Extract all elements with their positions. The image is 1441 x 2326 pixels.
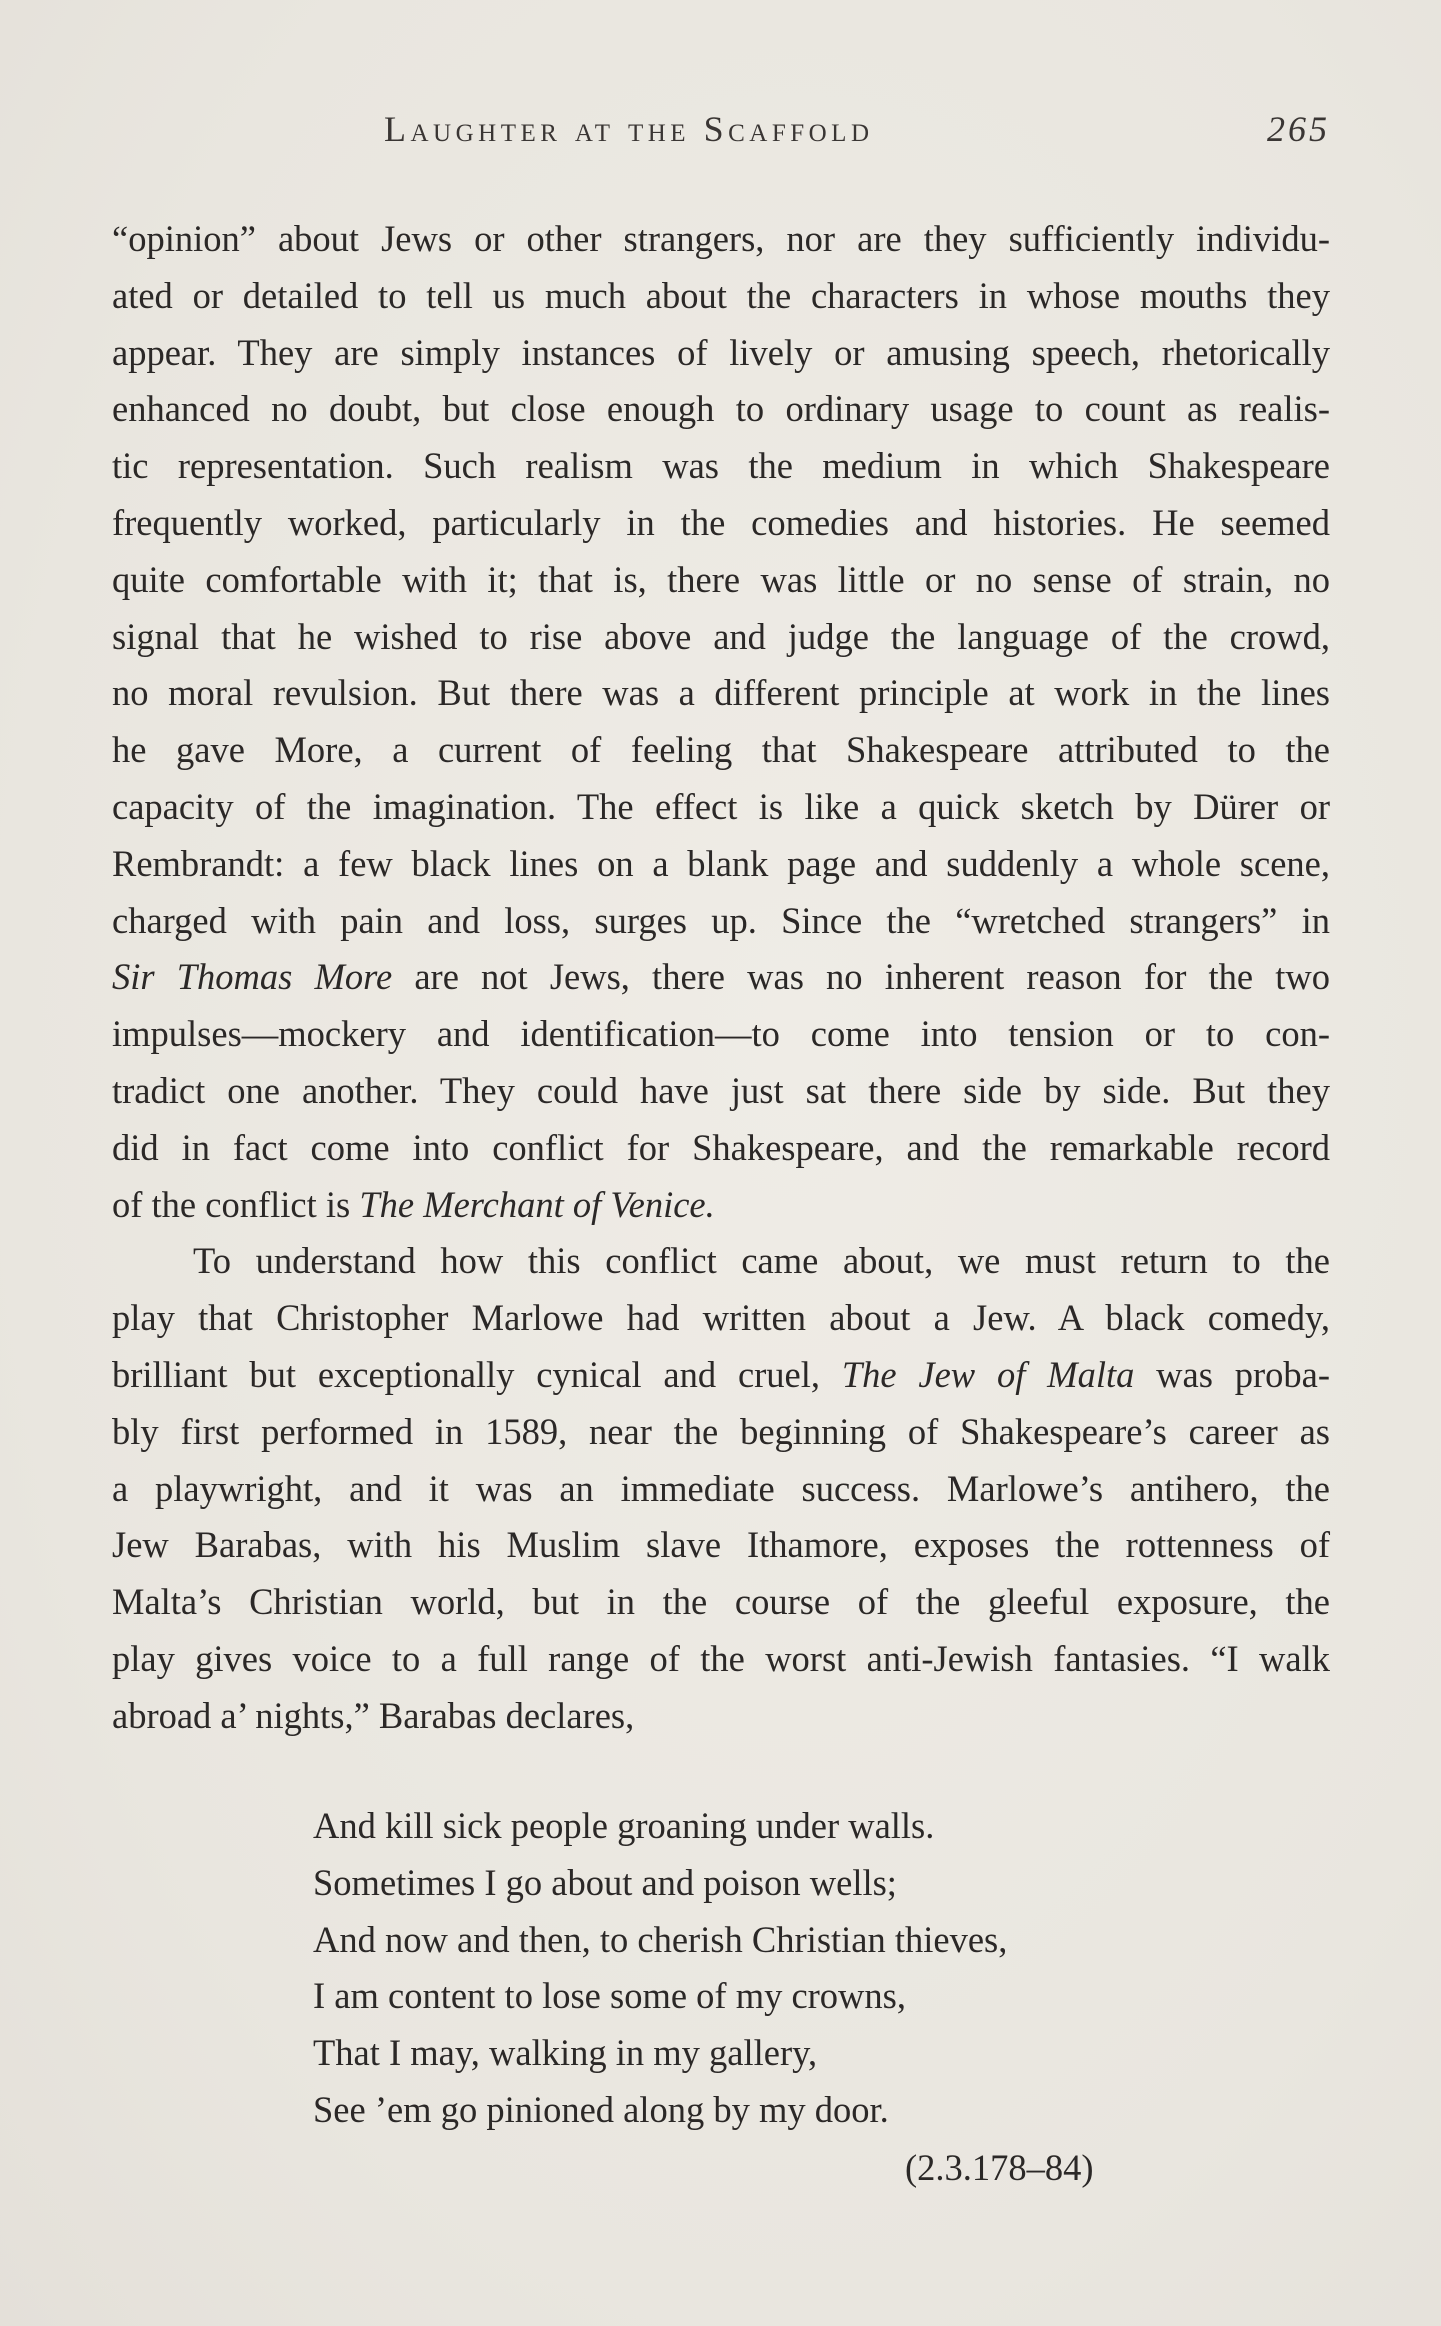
text-span: was proba- xyxy=(1134,1353,1331,1395)
text-line: frequently worked, particularly in the comedies and histories. He seemed xyxy=(112,501,1330,543)
text-line: signal that he wished to rise above and judge the language of the crowd, xyxy=(112,615,1330,657)
verse-line: See ’em go pinioned along by my door. xyxy=(313,2088,889,2130)
text-span: are not Jews, there was no inherent reason for the two xyxy=(392,956,1330,998)
running-head xyxy=(112,108,1330,156)
verse-line: That I may, walking in my gallery, xyxy=(313,2032,818,2074)
text-line: Jew Barabas, with his Muslim slave Ithamore, exposes the rottenness of xyxy=(112,1524,1330,1566)
verse-line: I am content to lose some of my crowns, xyxy=(313,1975,907,2017)
verse-line: And kill sick people groaning under walls. xyxy=(313,1805,935,1846)
work-title: The Merchant of Venice. xyxy=(359,1183,715,1225)
text-line: play gives voice to a full range of the worst anti-Jewish fantasies. “I walk xyxy=(112,1637,1330,1679)
running-title: Laughter at the Scaffold xyxy=(384,109,874,149)
verse-line: And now and then, to cherish Christian thieves, xyxy=(313,1918,1008,1960)
verse-citation: (2.3.178–84) xyxy=(905,2147,1094,2188)
text-line: tradict one another. They could have just sat there side by side. But they xyxy=(112,1069,1330,1111)
text-line xyxy=(112,1347,1330,1404)
text-line: he gave More, a current of feeling that Shakespeare attributed to the xyxy=(112,729,1330,771)
text-line: a playwright, and it was an immediate success. Marlowe’s antihero, the xyxy=(112,1467,1330,1509)
text-line: did in fact come into conflict for Shakespeare, and the remarkable record xyxy=(112,1126,1330,1168)
text-line: Rembrandt: a few black lines on a blank page and suddenly a whole scene, xyxy=(112,842,1330,884)
text-line: charged with pain and loss, surges up. Since the “wretched strangers” in xyxy=(112,899,1330,941)
page-number: 265 xyxy=(1267,109,1330,149)
body-text xyxy=(112,211,1330,1745)
text-line: enhanced no doubt, but close enough to ordinary usage to count as realis- xyxy=(112,388,1330,430)
text-line: quite comfortable with it; that is, there was little or no sense of strain, no xyxy=(112,558,1330,600)
text-span: of the conflict is xyxy=(112,1183,360,1225)
text-line: To understand how this conflict came about, we must return to the xyxy=(193,1240,1330,1282)
text-line: tic representation. Such realism was the medium in which Shakespeare xyxy=(112,445,1330,487)
text-line: capacity of the imagination. The effect is like a quick sketch by Dürer or xyxy=(112,785,1330,827)
text-line: “opinion” about Jews or other strangers, nor are they sufficiently individu- xyxy=(112,218,1330,259)
work-title: The Jew of Malta xyxy=(841,1353,1135,1395)
text-line: Malta’s Christian world, but in the course of the gleeful exposure, the xyxy=(112,1581,1330,1623)
text-line: appear. They are simply instances of lively or amusing speech, rhetorically xyxy=(112,331,1330,373)
text-line: no moral revulsion. But there was a different principle at work in the lines xyxy=(112,672,1330,714)
text-line: play that Christopher Marlowe had written about a Jew. A black comedy, xyxy=(112,1297,1330,1339)
text-span: brilliant but exceptionally cynical and cruel, xyxy=(112,1353,842,1395)
text-line xyxy=(112,1177,1330,1234)
verse-line: Sometimes I go about and poison wells; xyxy=(313,1861,897,1903)
text-line: impulses—mockery and identification—to come into tension or to con- xyxy=(112,1013,1330,1055)
paragraph-1 xyxy=(112,211,1330,1233)
text-line: bly first performed in 1589, near the beginning of Shakespeare’s career as xyxy=(112,1410,1330,1452)
work-title: Sir Thomas More xyxy=(112,956,393,998)
text-line xyxy=(112,949,1330,1006)
text-line: abroad a’ nights,” Barabas declares, xyxy=(112,1694,635,1736)
text-line: ated or detailed to tell us much about the characters in whose mouths they xyxy=(112,274,1330,316)
verse-quotation xyxy=(313,1798,1273,2139)
paragraph-2 xyxy=(112,1233,1330,1744)
